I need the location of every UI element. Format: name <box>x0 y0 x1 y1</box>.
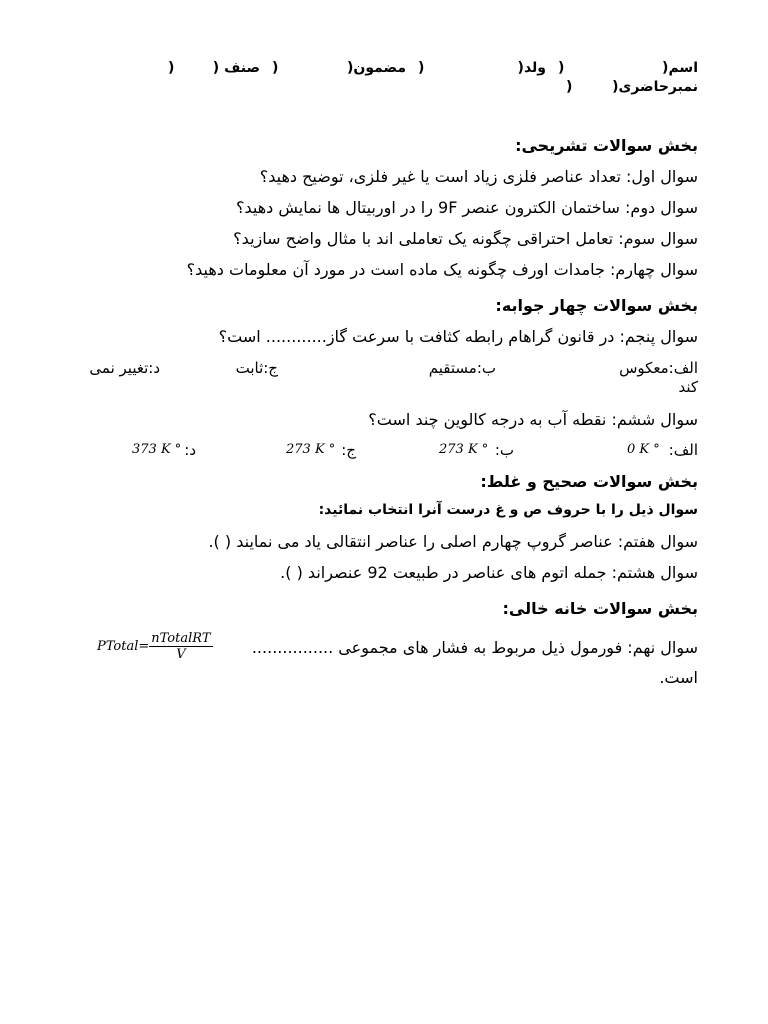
q5-option-c: ج:ثابت <box>235 359 278 377</box>
attendance-field-label: نمبرحاضری( <box>612 79 698 95</box>
true-false-section-title: بخش سوالات صحیح و غلط: <box>480 472 698 491</box>
q6-option-b-label: ب: <box>494 441 514 459</box>
q5-option-d: د:تغییر نمی <box>89 359 160 377</box>
fill-blank-section-title: بخش سوالات خانه خالی: <box>502 599 698 618</box>
question-5: سوال پنجم: در قانون گراهام رابطه کثافت با سرعت گاز............ است؟ <box>218 327 698 346</box>
formula-numerator: nTotalRT <box>151 631 211 646</box>
question-8: سوال هشتم: جمله اتوم های عناصر در طبیعت 92 عنصراند ( ). <box>280 563 698 582</box>
name-field-label: اسم( <box>662 60 698 76</box>
q5-option-d-continued: کند <box>678 378 698 396</box>
class-field-close: ) <box>168 60 175 76</box>
subject-field-close: ) <box>272 60 279 76</box>
formula-denominator: V <box>176 647 186 662</box>
question-6: سوال ششم: نقطه آب به درجه کالوین چند است؟ <box>368 410 698 429</box>
formula-lhs: PTotal= <box>97 639 150 654</box>
father-name-field-label: ولد( <box>517 60 546 76</box>
question-1: سوال اول: تعداد عناصر فلزی زیاد است یا غیر فلزی، توضیح دهید؟ <box>259 167 698 186</box>
question-9-continued: است. <box>659 668 698 687</box>
total-pressure-formula <box>97 631 213 662</box>
q6-option-c-value: 273 K ° <box>286 442 336 457</box>
father-name-field-close: ) <box>418 60 425 76</box>
q5-option-b: ب:مستقیم <box>428 359 496 377</box>
class-field-label: صنف ( <box>212 60 260 76</box>
mcq-section-title: بخش سوالات چهار جوابه: <box>495 296 698 315</box>
question-3: سوال سوم: تعامل احتراقی چگونه یک تعاملی اند با مثال واضح سازید؟ <box>233 229 698 248</box>
descriptive-section-title: بخش سوالات تشریحی: <box>515 136 698 155</box>
q6-option-c-label: ج: <box>341 441 356 459</box>
true-false-instruction: سوال ذیل را با حروف ص و غ درست آنرا انتخاب نمائید: <box>318 502 698 518</box>
question-4: سوال چهارم: جامدات اورف چگونه یک ماده است در مورد آن معلومات دهید؟ <box>186 260 698 279</box>
q6-option-b-value: 273 K ° <box>439 442 489 457</box>
formula-fraction <box>149 631 212 662</box>
q6-option-d-label: د: <box>184 441 196 459</box>
q6-option-a-label: الف: <box>668 441 698 459</box>
question-9: سوال نهم: فورمول ذیل مربوط به فشار های مجموعی ................ <box>251 638 698 657</box>
name-field-close: ) <box>558 60 565 76</box>
subject-field-label: مضمون( <box>347 60 406 76</box>
q6-option-a-value: 0 K ° <box>627 442 660 457</box>
question-7: سوال هفتم: عناصر گروپ چهارم اصلی را عناصر انتقالی یاد می نمایند ( ). <box>208 532 698 551</box>
question-2: سوال دوم: ساختمان الکترون عنصر ‎9F‏ را در اوربیتال ها نمایش دهید؟ <box>235 198 698 217</box>
attendance-field-close: ) <box>566 79 573 95</box>
q5-option-a: الف:معکوس <box>619 359 698 377</box>
q6-option-d-value: 373 K ° <box>132 442 182 457</box>
